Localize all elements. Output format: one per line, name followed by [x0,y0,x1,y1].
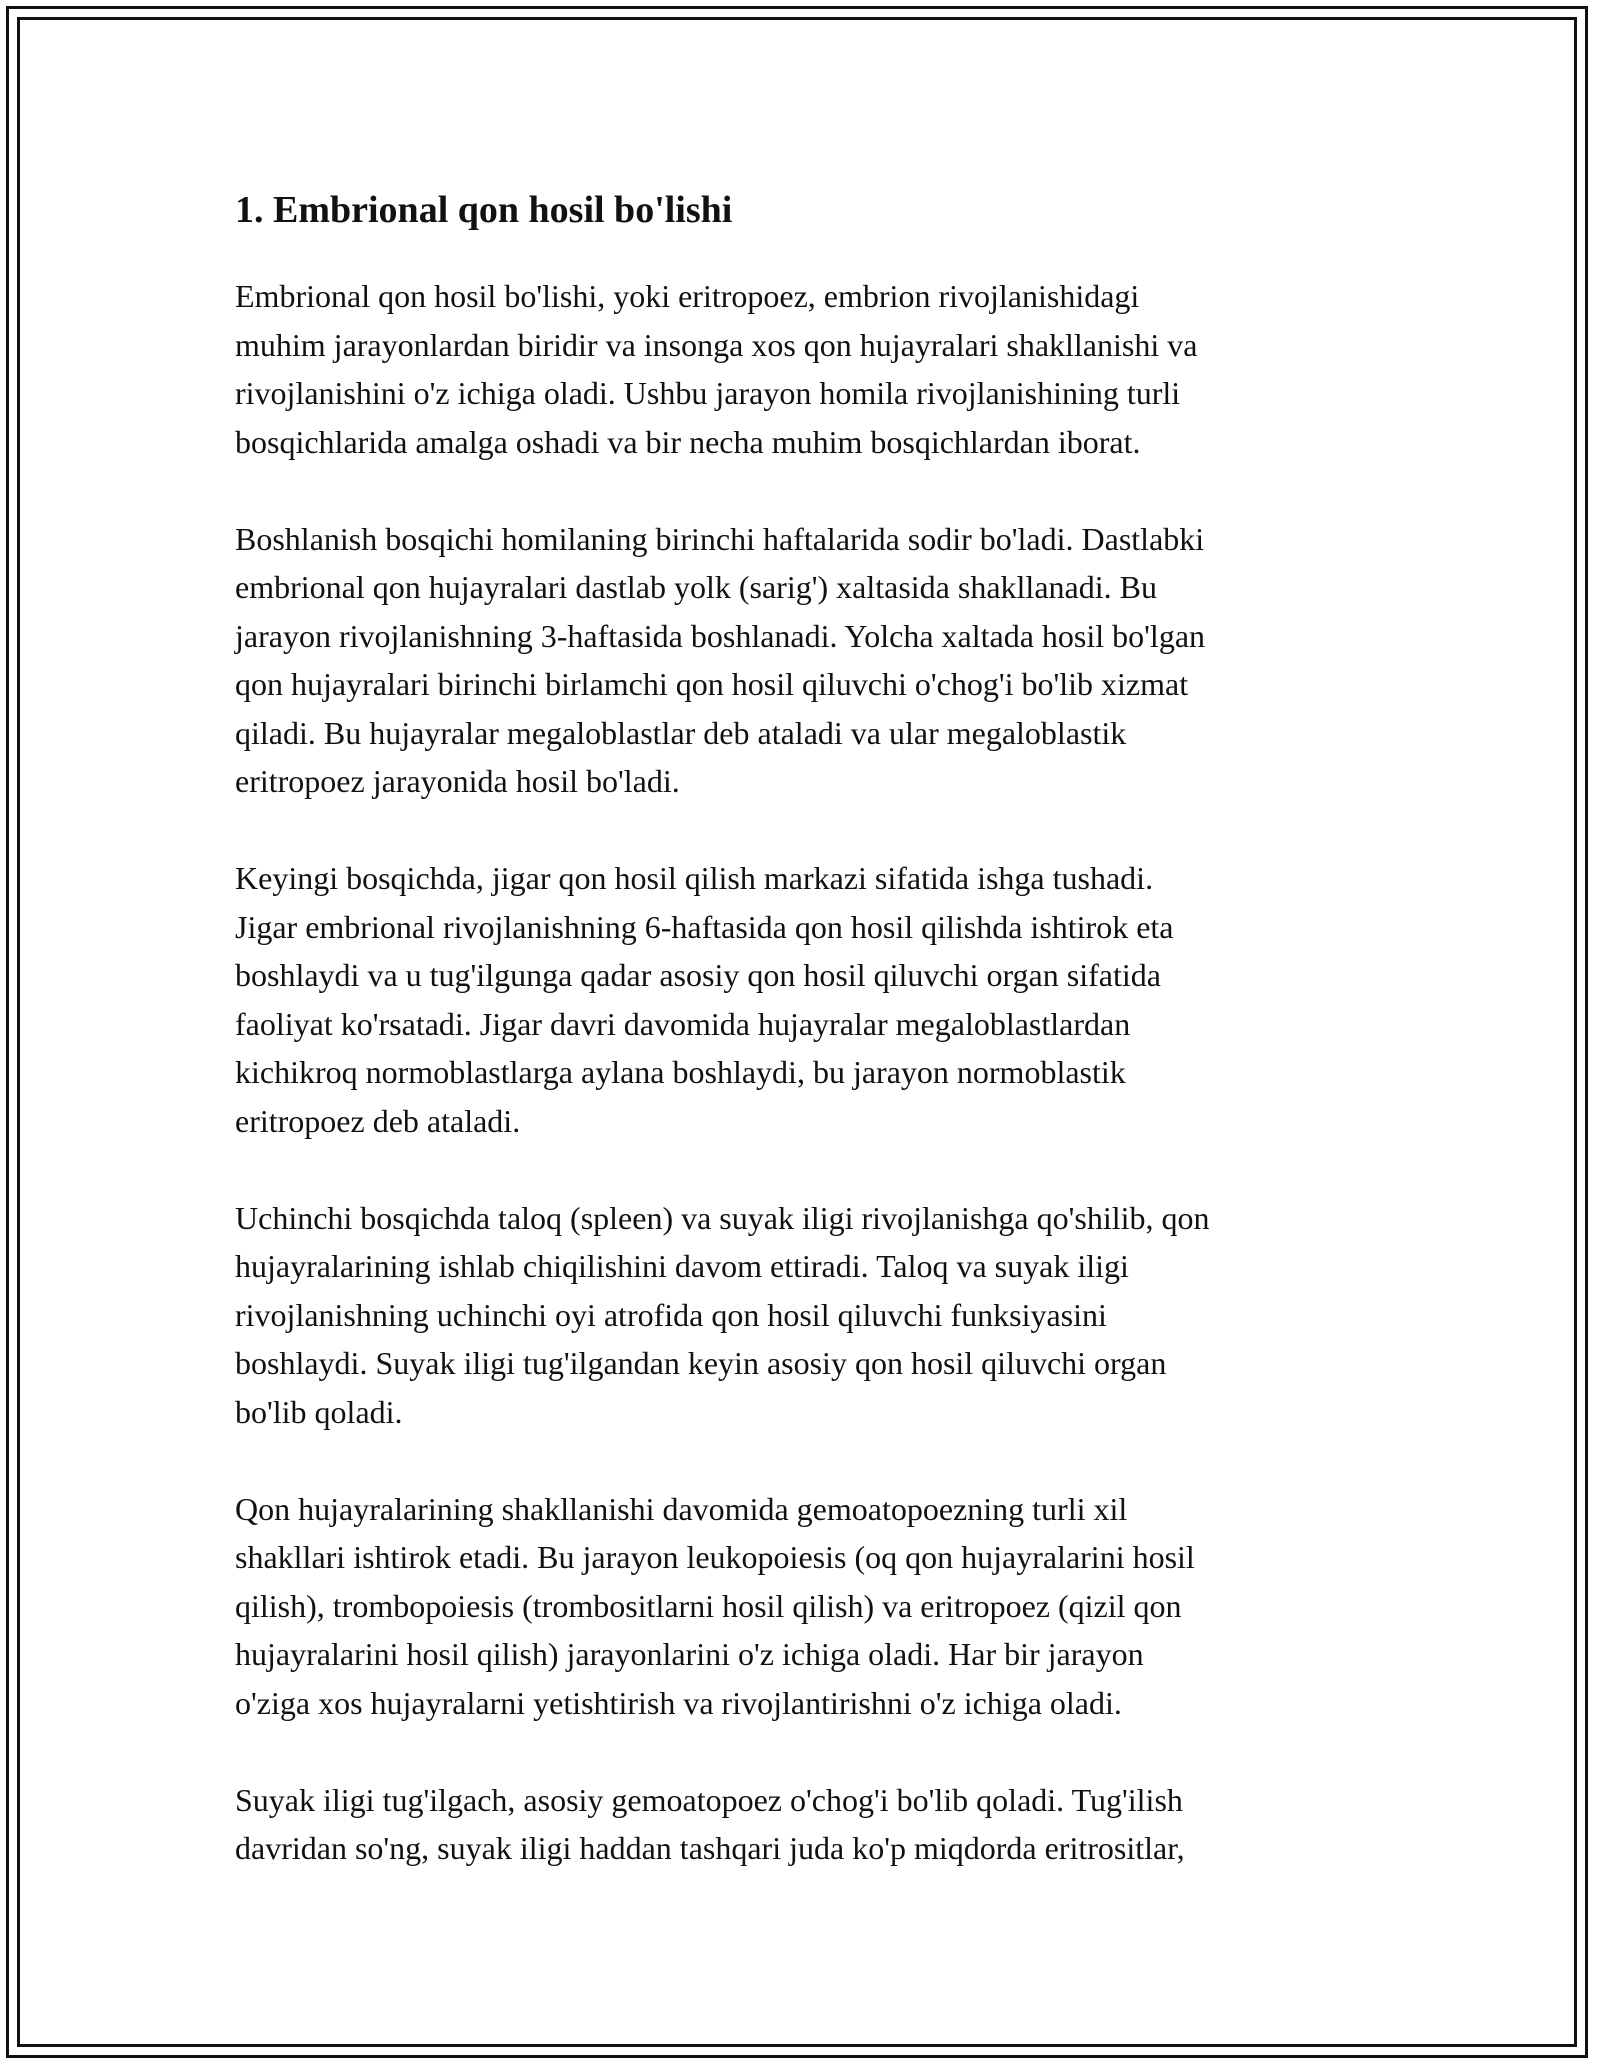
text-line: kichikroq normoblastlarga aylana boshlaydi, bu jarayon normoblastik [235,1054,1126,1090]
text-line: boshlaydi. Suyak iligi tug'ilgandan keyin asosiy qon hosil qiluvchi organ [235,1345,1167,1381]
paragraph-bone-marrow-after-birth [235,1776,1365,1873]
text-line: bo'lib qoladi. [235,1393,403,1430]
text-line: davridan so'ng, suyak iligi haddan tashqari juda ko'p miqdorda eritrositlar, [235,1830,1185,1866]
paragraph-hematopoiesis-forms [235,1485,1365,1728]
text-line: Qon hujayralarining shakllanishi davomida gemoatopoezning turli xil [235,1490,1128,1527]
text-line: Uchinchi bosqichda taloq (spleen) va suyak iligi rivojlanishga qo'shilib, qon [235,1199,1210,1236]
paragraph-intro [235,272,1365,466]
text-line: eritropoez jarayonida hosil bo'ladi. [235,763,680,799]
section-title: 1. Embrional qon hosil bo'lishi [235,189,733,231]
text-line: eritropoez deb ataladi. [235,1102,521,1139]
text-line: muhim jarayonlardan biridir va insonga xos qon hujayralari shakllanishi va [235,326,1198,363]
text-line: bosqichlarida amalga oshadi va bir necha muhim bosqichlardan iborat. [235,423,1141,460]
text-line: Suyak iligi tug'ilgach, asosiy gemoatopoez o'chog'i bo'lib qoladi. Tug'ilish [235,1781,1183,1818]
text-line: hujayralarining ishlab chiqilishini davom ettiradi. Taloq va suyak iligi [235,1248,1129,1284]
text-line: faoliyat ko'rsatadi. Jigar davri davomida hujayralar megaloblastlardan [235,1005,1131,1042]
text-line: jarayon rivojlanishning 3-haftasida boshlanadi. Yolcha xaltada hosil bo'lgan [235,617,1206,654]
text-line: Keyingi bosqichda, jigar qon hosil qilish markazi sifatida ishga tushadi. [235,860,1154,896]
text-line: Jigar embrional rivojlanishning 6-haftasida qon hosil qilishda ishtirok eta [235,908,1174,945]
paragraph-initial-stage [235,515,1365,806]
text-line: o'ziga xos hujayralarni yetishtirish va rivojlantirishni o'z ichiga oladi. [235,1684,1122,1721]
text-line: qon hujayralari birinchi birlamchi qon hosil qiluvchi o'chog'i bo'lib xizmat [235,666,1189,702]
paragraph-spleen-marrow-stage [235,1194,1365,1437]
text-line: boshlaydi va u tug'ilgunga qadar asosiy qon hosil qiluvchi organ sifatida [235,957,1161,993]
text-line: shakllari ishtirok etadi. Bu jarayon leukopoiesis (oq qon hujayralarini hosil [235,1539,1195,1575]
document-body [235,186,1365,1873]
text-line: hujayralarini hosil qilish) jarayonlarini o'z ichiga oladi. Har bir jarayon [235,1636,1144,1672]
text-line: rivojlanishini o'z ichiga oladi. Ushbu jarayon homila rivojlanishining turli [235,375,1181,411]
text-line: rivojlanishning uchinchi oyi atrofida qon hosil qiluvchi funksiyasini [235,1296,1107,1333]
text-line: embrional qon hujayralari dastlab yolk (sarig') xaltasida shakllanadi. Bu [235,569,1157,605]
paragraph-liver-stage [235,854,1365,1145]
text-line: Boshlanish bosqichi homilaning birinchi haftalarida sodir bo'ladi. Dastlabki [235,520,1205,557]
text-line: qiladi. Bu hujayralar megaloblastlar deb ataladi va ular megaloblastik [235,714,1127,751]
text-line: Embrional qon hosil bo'lishi, yoki eritropoez, embrion rivojlanishidagi [235,278,1140,314]
text-line: qilish), trombopoiesis (trombositlarni hosil qilish) va eritropoez (qizil qon [235,1587,1182,1624]
